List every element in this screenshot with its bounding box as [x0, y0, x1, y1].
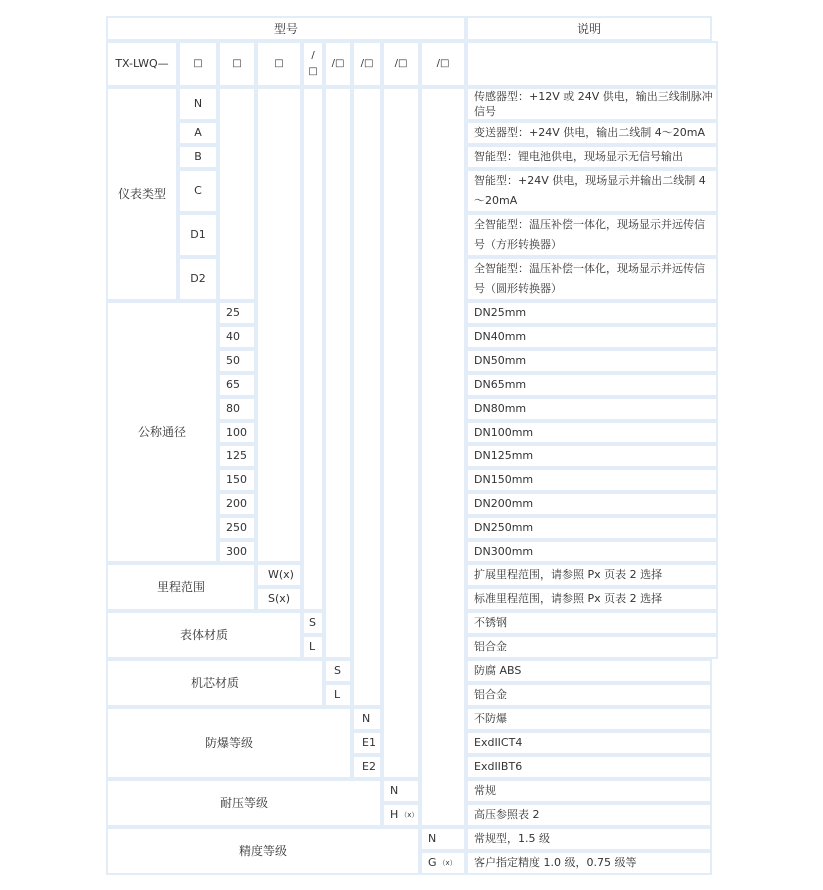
range-desc: 扩展里程范围，请参照 Px 页表 2 选择: [466, 563, 718, 587]
nominal-dia-desc: DN65mm: [466, 373, 718, 397]
body-material-label: 表体材质: [106, 611, 302, 659]
nominal-dia-desc: DN40mm: [466, 325, 718, 349]
range-code: S(x): [256, 587, 302, 611]
meter-type-desc: 变送器型：+24V 供电，输出二线制 4～20mA: [466, 121, 718, 145]
code-row-desc-empty: [466, 41, 718, 87]
nominal-dia-code: 150: [218, 468, 256, 492]
meter-type-desc: 全智能型：温压补偿一体化，现场显示并远传信号（方形转换器）: [466, 213, 718, 257]
nominal-dia-desc: DN80mm: [466, 397, 718, 421]
nominal-dia-code: 65: [218, 373, 256, 397]
nominal-dia-desc: DN25mm: [466, 301, 718, 325]
nominal-dia-code: 50: [218, 349, 256, 373]
meter-type-desc: 智能型：锂电池供电，现场显示无信号输出: [466, 145, 718, 169]
range-label: 里程范围: [106, 563, 256, 611]
meter-type-code: B: [178, 145, 218, 169]
pressure-code-cell: [382, 803, 420, 827]
nominal-dia-desc: DN200mm: [466, 492, 718, 516]
pressure-code: N: [382, 779, 420, 803]
core-material-desc: 防腐 ABS: [466, 659, 712, 683]
nominal-dia-code: 250: [218, 516, 256, 540]
nominal-dia-code: 40: [218, 325, 256, 349]
accuracy-code-cell: [420, 851, 466, 875]
meter-type-code: D1: [178, 213, 218, 257]
nominal-dia-desc: DN300mm: [466, 540, 718, 563]
pressure-code-suffix: （x）: [400, 811, 419, 819]
meter-type-desc: 全智能型：温压补偿一体化，现场显示并远传信号（圆形转换器）: [466, 257, 718, 301]
code-slot-body-material: [302, 41, 324, 87]
nominal-dia-slot-column: [218, 87, 256, 301]
nominal-dia-code: 80: [218, 397, 256, 421]
code-slot-range: □: [256, 41, 302, 87]
code-slot-nominal-dia: □: [218, 41, 256, 87]
nominal-dia-desc: DN100mm: [466, 421, 718, 444]
core-material-code: S: [324, 659, 352, 683]
nominal-dia-desc: DN150mm: [466, 468, 718, 492]
explosion-desc: ExdIIBT6: [466, 755, 712, 779]
body-material-desc: 不锈钢: [466, 611, 718, 635]
range-code: W(x): [256, 563, 302, 587]
code-slash: /: [311, 50, 315, 61]
explosion-code: E1: [352, 731, 382, 755]
range-desc: 标准里程范围，请参照 Px 页表 2 选择: [466, 587, 718, 611]
meter-type-code: C: [178, 169, 218, 213]
code-slot-pressure: /□: [382, 41, 420, 87]
meter-type-desc: 传感器型：+12V 或 24V 供电，输出三线制脉冲信号: [466, 87, 718, 121]
pressure-desc: 高压参照表 2: [466, 803, 712, 827]
meter-type-code: N: [178, 87, 218, 121]
range-slot-column: [256, 87, 302, 563]
code-slot-meter-type: □: [178, 41, 218, 87]
code-slot-accuracy: /□: [420, 41, 466, 87]
body-material-code: S: [302, 611, 324, 635]
nominal-dia-desc: DN125mm: [466, 444, 718, 468]
meter-type-code: A: [178, 121, 218, 145]
core-material-slot-column: [324, 87, 352, 659]
code-slot-explosion: /□: [352, 41, 382, 87]
nominal-dia-code: 100: [218, 421, 256, 444]
core-material-desc: 铝合金: [466, 683, 712, 707]
explosion-desc: 不防爆: [466, 707, 712, 731]
nominal-dia-label: 公称通径: [106, 301, 218, 563]
code-box: □: [308, 66, 318, 77]
core-material-code: L: [324, 683, 352, 707]
accuracy-desc: 客户指定精度 1.0 级，0.75 级等: [466, 851, 712, 875]
accuracy-slot-column: [420, 87, 466, 827]
nominal-dia-desc: DN250mm: [466, 516, 718, 540]
meter-type-desc: 智能型：+24V 供电，现场显示并输出二线制 4～20mA: [466, 169, 718, 213]
accuracy-desc: 常规型，1.5 级: [466, 827, 712, 851]
pressure-desc: 常规: [466, 779, 712, 803]
accuracy-code: N: [420, 827, 466, 851]
body-material-slot-column: [302, 87, 324, 611]
explosion-label: 防爆等级: [106, 707, 352, 779]
explosion-code: N: [352, 707, 382, 731]
explosion-slot-column: [352, 87, 382, 707]
pressure-label: 耐压等级: [106, 779, 382, 827]
header-description: 说明: [466, 16, 712, 41]
body-material-code: L: [302, 635, 324, 659]
nominal-dia-desc: DN50mm: [466, 349, 718, 373]
nominal-dia-code: 300: [218, 540, 256, 563]
meter-type-label: 仪表类型: [106, 87, 178, 301]
accuracy-label: 精度等级: [106, 827, 420, 875]
accuracy-code: G: [428, 856, 437, 869]
accuracy-code-suffix: （x）: [438, 859, 457, 867]
explosion-desc: ExdIICT4: [466, 731, 712, 755]
nominal-dia-code: 125: [218, 444, 256, 468]
body-material-desc: 铝合金: [466, 635, 718, 659]
explosion-code: E2: [352, 755, 382, 779]
pressure-slot-column: [382, 87, 420, 779]
meter-type-code: D2: [178, 257, 218, 301]
model-prefix: TX-LWQ—: [106, 41, 178, 87]
nominal-dia-code: 200: [218, 492, 256, 516]
pressure-code: H: [390, 808, 399, 821]
header-model: 型号: [106, 16, 466, 41]
core-material-label: 机芯材质: [106, 659, 324, 707]
nominal-dia-code: 25: [218, 301, 256, 325]
code-slot-core-material: /□: [324, 41, 352, 87]
